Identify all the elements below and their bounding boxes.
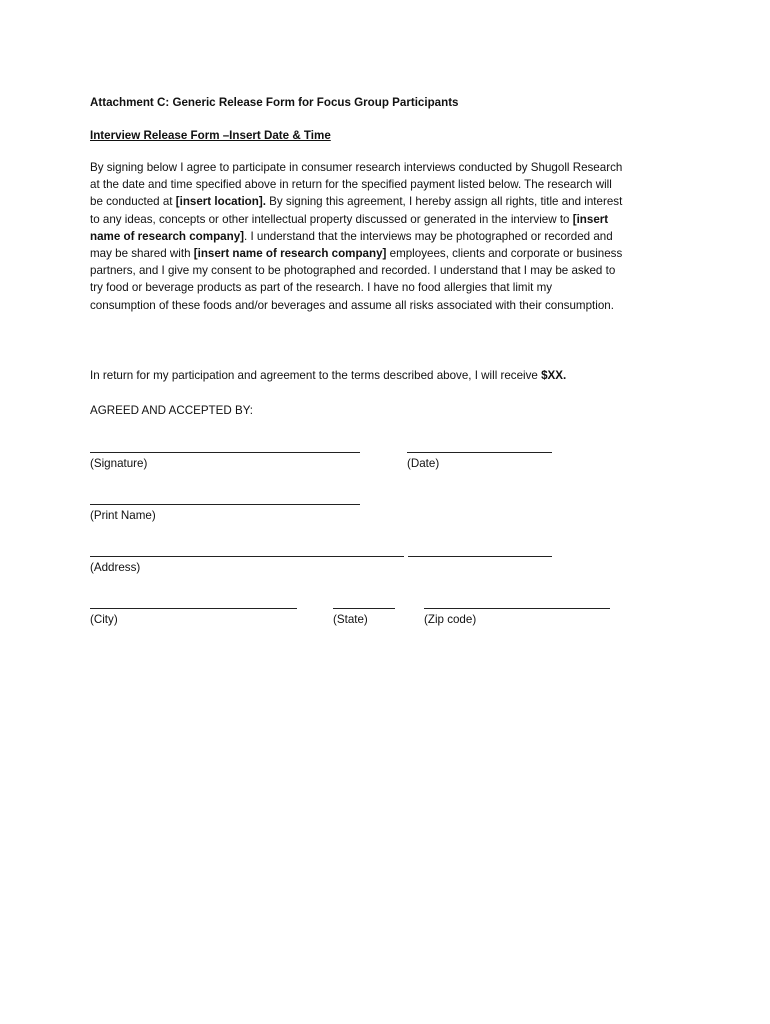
payment-text: In return for my participation and agreement to the terms described above, I will receive [90,369,542,382]
state-line[interactable] [333,608,395,609]
paragraph-line: By signing below I agree to participate in consumer research interviews conducted by Shugoll Research [90,161,623,174]
paragraph-line: partners, and I give my consent to be photographed and recorded. I understand that I may be asked to [90,264,616,278]
paragraph-text: may be shared with [90,247,194,261]
city-label: (City) [90,613,118,626]
paragraph-text: be conducted at [90,195,176,209]
address-line[interactable] [90,556,404,557]
print-name-label: (Print Name) [90,509,156,522]
paragraph-text: . I understand that the interviews may be photographed or recorded and [244,229,613,243]
payment-amount: $XX. [541,369,567,382]
zip-label: (Zip code) [424,613,477,626]
document-heading: Attachment C: Generic Release Form for Focus Group Participants [90,96,459,109]
paragraph-line: at the date and time specified above in return for the specified payment listed below. The research will [90,178,612,192]
company-placeholder: [insert name of research company] [193,247,387,261]
paragraph-line [90,211,690,228]
paragraph-line [90,245,690,262]
agreed-accepted-label: AGREED AND ACCEPTED BY: [90,404,254,417]
print-name-line[interactable] [90,504,360,505]
date-line[interactable] [407,452,552,453]
paragraph-text: By signing this agreement, I hereby assign all rights, title and interest [265,195,623,209]
paragraph-line: try food or beverage products as part of the research. I have no food allergies that limit my [90,281,553,295]
zip-line[interactable] [424,608,610,609]
address-line-2[interactable] [408,556,552,557]
paragraph-line: consumption of these foods and/or beverages and assume all risks associated with their consumption. [90,298,614,312]
location-placeholder: [insert location]. [175,195,266,209]
paragraph-text: to any ideas, concepts or other intellectual property discussed or generated in the interview to [90,212,573,226]
payment-statement [90,367,566,384]
paragraph-line [90,193,690,210]
address-label: (Address) [90,561,141,574]
state-label: (State) [333,613,368,626]
company-placeholder: name of research company] [90,229,244,243]
consent-paragraph [90,159,690,314]
form-title: Interview Release Form –Insert Date & Time [90,129,331,142]
date-label: (Date) [407,457,440,470]
signature-label: (Signature) [90,457,148,470]
company-placeholder: [insert [572,212,609,226]
signature-line[interactable] [90,452,360,453]
city-line[interactable] [90,608,297,609]
paragraph-line [90,228,690,245]
paragraph-text: employees, clients and corporate or business [386,247,623,261]
